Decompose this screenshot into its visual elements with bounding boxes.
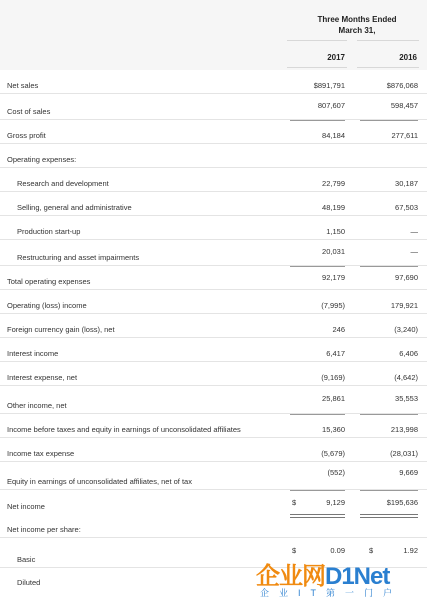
value-2016: 1.92 — [403, 546, 418, 555]
row-label: Income tax expense — [7, 449, 75, 458]
watermark-brand-cn: 企业网 — [256, 563, 325, 590]
row-label: Other income, net — [7, 401, 67, 410]
value-2017: 48,199 — [322, 203, 345, 212]
row-foreign-currency — [0, 314, 427, 338]
watermark-tagline: 企业IT第一门户 — [260, 588, 402, 598]
value-2017: 20,031 — [322, 247, 345, 256]
value-2016: 277,611 — [391, 131, 418, 140]
value-2017: 6,417 — [326, 349, 345, 358]
row-net-income — [0, 490, 427, 516]
value-2016: 213,998 — [390, 425, 418, 434]
row-label: Operating (loss) income — [7, 301, 87, 310]
row-interest-income — [0, 338, 427, 362]
value-2016: 179,921 — [390, 301, 418, 310]
value-2017: 25,861 — [322, 394, 345, 403]
value-2016: 35,553 — [395, 394, 418, 403]
period-header — [292, 14, 422, 36]
row-label: Equity in earnings of unconsolidated affiliates, net of tax — [7, 477, 192, 486]
row-label: Selling, general and administrative — [17, 203, 132, 212]
row-operating-income — [0, 290, 427, 314]
period-line-1: Three Months Ended — [317, 15, 397, 24]
row-cost-of-sales — [0, 94, 427, 120]
value-2017: (9,169) — [321, 373, 345, 382]
row-label: Gross profit — [7, 131, 46, 140]
row-label: Total operating expenses — [7, 277, 91, 286]
value-2016: (4,642) — [394, 373, 418, 382]
value-2016: $876,068 — [386, 81, 418, 90]
row-total-operating-expenses — [0, 266, 427, 290]
value-2016: 598,457 — [390, 101, 418, 110]
value-2016: 6,406 — [399, 349, 418, 358]
value-2017: (5,679) — [321, 449, 345, 458]
row-label: Restructuring and asset impairments — [17, 253, 140, 262]
currency-symbol: $ — [292, 498, 297, 507]
value-2016: $195,636 — [386, 498, 418, 507]
row-label: Net sales — [7, 81, 39, 90]
value-2016: — — [410, 227, 418, 236]
value-2016: 67,503 — [395, 203, 418, 212]
value-2017: (7,995) — [321, 301, 345, 310]
value-2017: (552) — [327, 468, 345, 477]
row-net-sales — [0, 70, 427, 94]
value-2016: 9,669 — [399, 468, 418, 477]
row-income-before-taxes — [0, 414, 427, 438]
row-production-start-up — [0, 216, 427, 240]
row-net-income-per-share-heading — [0, 518, 427, 538]
value-2017: 15,360 — [322, 425, 345, 434]
value-2016: 97,690 — [395, 273, 418, 282]
row-label: Income before taxes and equity in earnings of unconsolidated affiliates — [7, 425, 241, 434]
row-label: Production start-up — [17, 227, 81, 236]
value-2017: 1,150 — [326, 227, 345, 236]
row-interest-expense — [0, 362, 427, 386]
row-income-tax-expense — [0, 438, 427, 462]
row-other-income — [0, 386, 427, 414]
value-2016: (3,240) — [394, 325, 418, 334]
row-research-and-development — [0, 168, 427, 192]
value-2017: 84,184 — [322, 131, 345, 140]
value-2017: 22,799 — [322, 179, 345, 188]
row-label: Research and development — [17, 179, 109, 188]
row-label: Net income — [7, 502, 45, 511]
row-basic — [0, 538, 427, 568]
value-2017: 807,607 — [317, 101, 345, 110]
column-header-2017: 2017 — [287, 40, 347, 68]
row-label: Basic — [17, 555, 36, 564]
currency-symbol: $ — [369, 546, 374, 555]
row-diluted — [0, 568, 427, 594]
row-restructuring — [0, 240, 427, 266]
row-label: Interest income — [7, 349, 59, 358]
currency-symbol: $ — [292, 546, 297, 555]
value-2016: — — [410, 247, 418, 256]
row-gross-profit — [0, 120, 427, 144]
row-label: Cost of sales — [7, 107, 51, 116]
row-operating-expenses-heading — [0, 144, 427, 168]
value-2017: 0.09 — [330, 546, 345, 555]
row-label: Diluted — [17, 578, 41, 587]
value-2017: 9,129 — [326, 498, 345, 507]
watermark-brand-latin: D1Net — [325, 563, 390, 590]
value-2017: 92,179 — [322, 273, 345, 282]
period-line-2: March 31, — [338, 26, 376, 35]
row-label: Interest expense, net — [7, 373, 78, 382]
row-label: Foreign currency gain (loss), net — [7, 325, 115, 334]
value-2017: $891,791 — [313, 81, 345, 90]
value-2016: (28,031) — [390, 449, 418, 458]
value-2017: 246 — [332, 325, 345, 334]
row-label: Net income per share: — [7, 525, 81, 534]
row-selling-general-admin — [0, 192, 427, 216]
column-header-2016: 2016 — [357, 40, 419, 68]
row-label: Operating expenses: — [7, 155, 77, 164]
row-equity-in-earnings — [0, 462, 427, 490]
value-2016: 30,187 — [395, 179, 418, 188]
